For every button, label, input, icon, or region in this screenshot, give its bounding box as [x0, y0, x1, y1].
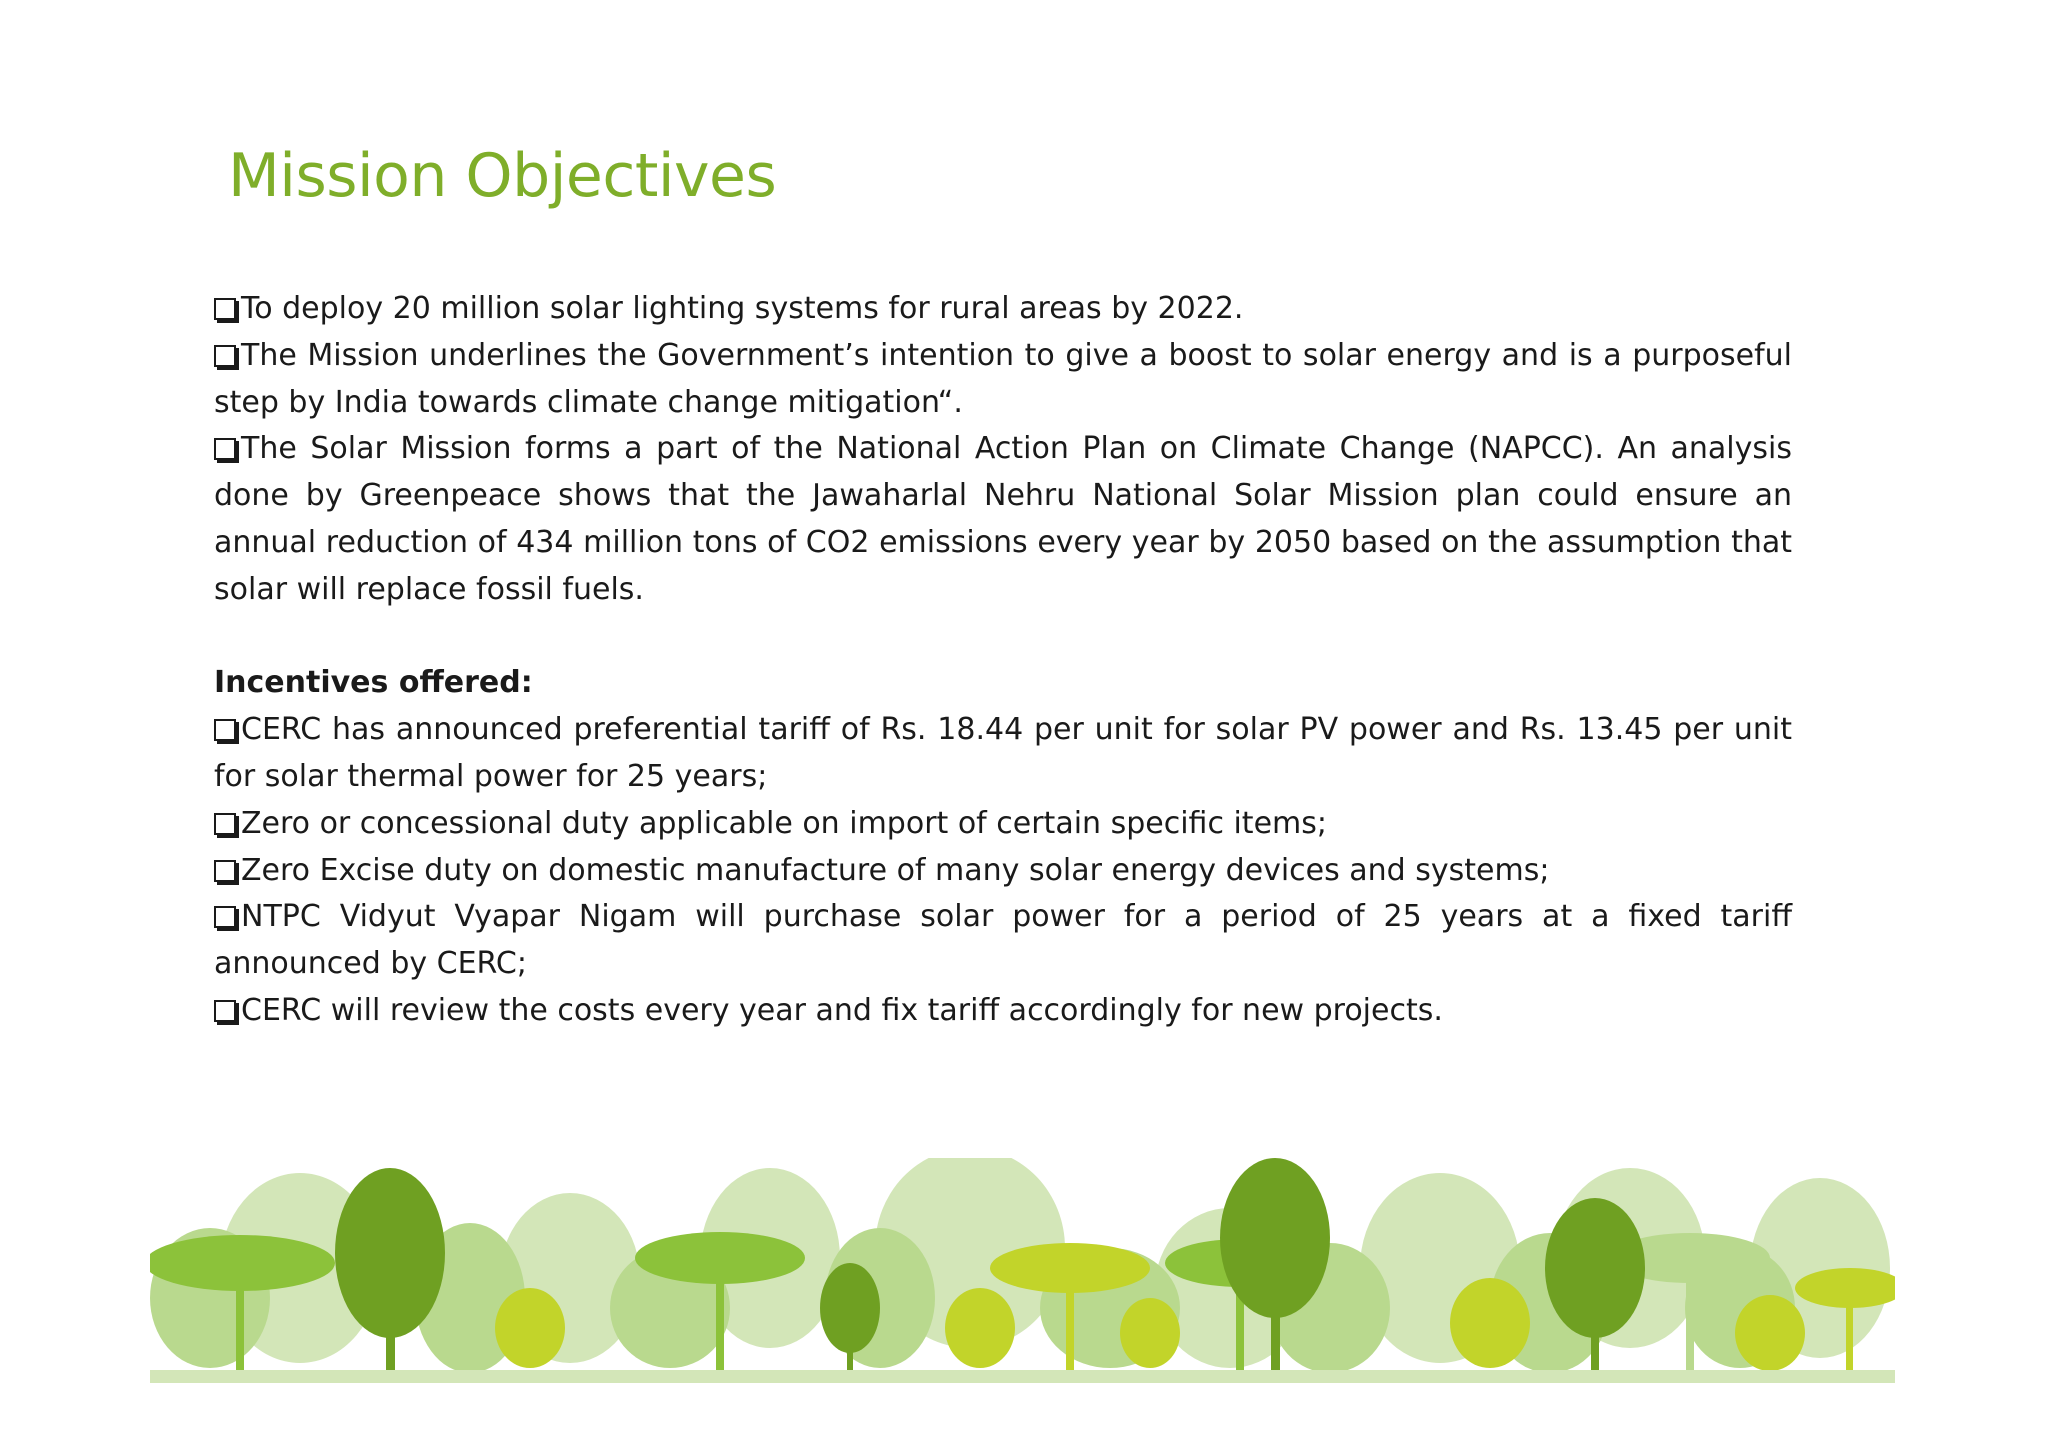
checkbox-bullet-icon — [214, 860, 236, 882]
incentive-item — [214, 848, 1792, 895]
checkbox-bullet-icon — [214, 345, 236, 367]
objective-item — [214, 286, 1792, 333]
incentive-item — [214, 894, 1792, 988]
slide-content — [214, 286, 1792, 1035]
checkbox-bullet-icon — [214, 906, 236, 928]
incentives-heading: Incentives offered: — [214, 665, 533, 701]
incentive-text: CERC will review the costs every year and fix tariff accordingly for new projects. — [241, 992, 1443, 1028]
incentive-text: Zero Excise duty on domestic manufacture of many solar energy devices and systems; — [241, 852, 1550, 888]
checkbox-bullet-icon — [214, 298, 236, 320]
objective-text: The Mission underlines the Government’s intention to give a boost to solar energy and is a purposeful step by India towards climate change mitigation“. — [214, 337, 1792, 420]
incentive-item — [214, 988, 1792, 1035]
incentive-item — [214, 707, 1792, 801]
incentive-text: CERC has announced preferential tariff of Rs. 18.44 per unit for solar PV power and Rs. 13.45 per unit for solar thermal power for 25 years; — [214, 712, 1792, 794]
objective-item — [214, 426, 1792, 613]
checkbox-bullet-icon — [214, 438, 236, 460]
incentive-item — [214, 801, 1792, 848]
checkbox-bullet-icon — [214, 813, 236, 835]
incentive-text: Zero or concessional duty applicable on import of certain specific items; — [241, 805, 1327, 841]
spacer — [214, 614, 1792, 661]
ground-strip — [150, 1370, 1895, 1383]
checkbox-bullet-icon — [214, 719, 236, 741]
objective-text: To deploy 20 million solar lighting systems for rural areas by 2022. — [241, 291, 1244, 326]
slide-title: Mission Objectives — [228, 141, 777, 211]
incentive-text: NTPC Vidyut Vyapar Nigam will purchase solar power for a period of 25 years at a fixed tariff announced by CERC; — [214, 899, 1792, 982]
tree-line-illustration — [150, 1158, 1895, 1383]
objective-item — [214, 333, 1792, 427]
objective-text: The Solar Mission forms a part of the National Action Plan on Climate Change (NAPCC). An analysis done by Greenpeace shows that the Jawaharlal Nehru National Solar Mission plan could ensure an annual reduction of 434 million tons of CO2 emissions every year by 2050 based on the assumption that solar will replace fossil fuels. — [214, 431, 1792, 607]
checkbox-bullet-icon — [214, 1000, 236, 1022]
